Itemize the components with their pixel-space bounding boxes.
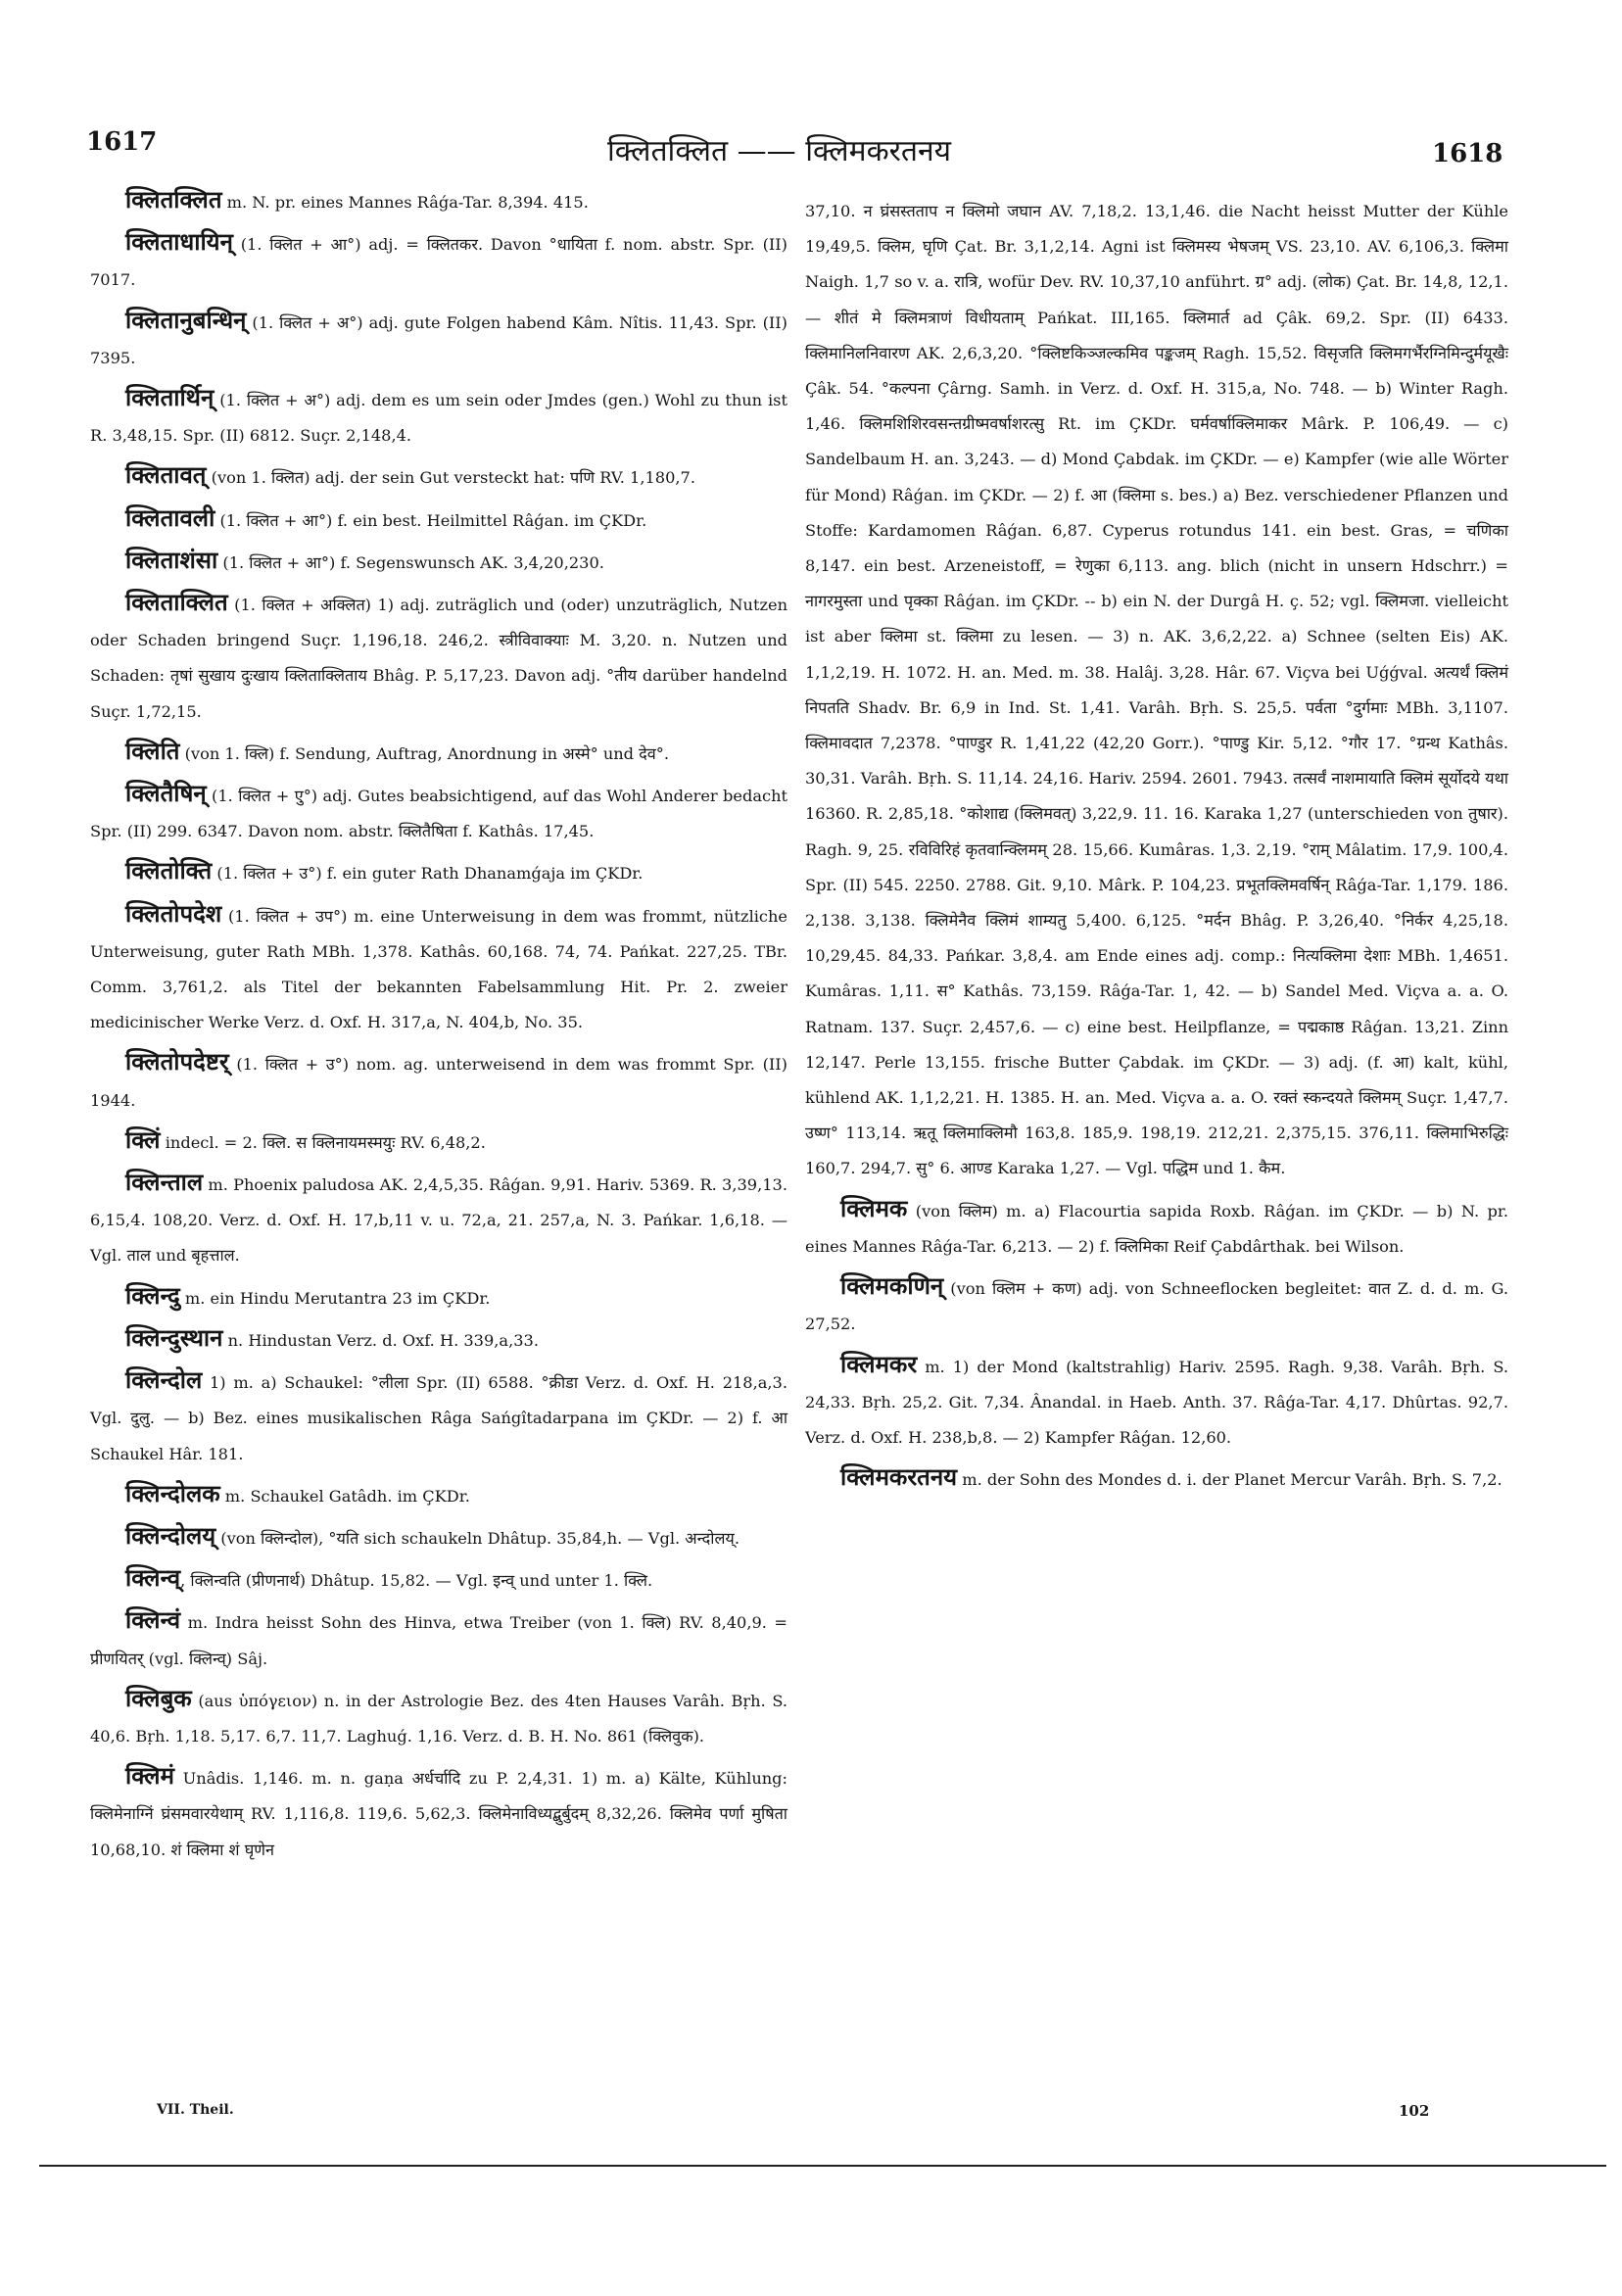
entry-text: , क्लिन्वति (प्रीणनार्थ) Dhâtup. 15,82. — Vgl. इन्व् und unter 1. क्लि. (180, 1571, 653, 1591)
entry-text: indecl. = 2. क्लि. स क्लिनायमस्मयुः RV. 6,48,2. (160, 1132, 486, 1152)
entry-text: (1. क्लित + उ°) f. ein guter Rath Dhanamǵaja im ÇKDr. (212, 864, 644, 884)
entry-headword: क्लिमकरतनय (840, 1463, 958, 1492)
entry-headword: क्लितक्लित (125, 186, 222, 214)
running-title: क्लितक्लित —— क्लिमकरतनय (607, 134, 952, 168)
dictionary-entry (90, 1278, 787, 1316)
entry-headword: क्लितोपदेश (125, 899, 222, 928)
entry-text: 1) m. a) Schaukel: °लीला Spr. (II) 6588. °क्रीडा Verz. d. Oxf. H. 218,a,3. Vgl. दुलु. — b) Bez. eines musikalischen Râga Sańgîtadarpana im ÇKDr. — 2) f. आ Schaukel Hâr. 181. (90, 1373, 787, 1463)
entry-headword: क्लिताधायिन् (125, 228, 233, 257)
entry-headword: क्लिताक्लित (125, 589, 228, 617)
entry-text: (1. क्लित + अ°) adj. gute Folgen habend Kâm. Nîtis. 11,43. Spr. (II) 7395. (90, 312, 787, 367)
dictionary-entry (90, 1518, 787, 1556)
dictionary-entry (90, 585, 787, 730)
dictionary-entry (90, 457, 787, 496)
dictionary-entry (90, 1681, 787, 1754)
sheet-number: 102 (1399, 2102, 1430, 2120)
entry-headword: क्लिताशंसा (125, 546, 218, 574)
dictionary-entry (90, 1320, 787, 1359)
dictionary-entry (90, 1363, 787, 1472)
dictionary-entry (90, 1165, 787, 1274)
entry-headword: क्लितोक्ति (125, 857, 213, 885)
dictionary-entry (90, 543, 787, 581)
volume-signature: VII. Theil. (157, 2102, 234, 2118)
dictionary-entry (805, 1459, 1508, 1498)
entry-text: (1. क्लित + एु°) adj. Gutes beabsichtigend, auf das Wohl Anderer bedacht Spr. (II) 299. 6347. Davon nom. abstr. क्लितैषिता f. Kathâs. 17,45. (90, 787, 787, 841)
entry-text: (von क्लिम + कण) adj. von Schneeflocken begleitet: वात Z. d. d. m. G. 27,52. (805, 1279, 1508, 1334)
dictionary-entry (90, 1476, 787, 1514)
entry-text: (1. क्लित + आ°) adj. = क्लितकर. Davon °धायिता f. nom. abstr. Spr. (II) 7017. (90, 235, 787, 290)
entry-headword: क्लितैषिन् (125, 780, 207, 808)
entry-headword: क्लितार्थिन् (125, 384, 215, 412)
entry-text: m. N. pr. eines Mannes Râǵa-Tar. 8,394. 415. (221, 193, 589, 212)
entry-text: (1. क्लित + अक्लित) 1) adj. zuträglich und (oder) unzuträglich, Nutzen oder Schaden bringend Suçr. 1,196,18. 246,2. स्त्रीविवाक्याः M. 3,20. n. Nutzen und Schaden: तृषां सुखाय दुःखाय क्लिताक्लिताय Bhâg. P. 5,17,23. Davon adj. °तीय darüber handelnd Suçr. 1,72,15. (90, 596, 787, 721)
entry-text: (1. क्लित + आ°) f. Segenswunsch AK. 3,4,20,230. (217, 552, 604, 572)
entry-headword: क्लिन्वं (125, 1606, 181, 1635)
entry-text: (von 1. क्लित) adj. der sein Gut versteckt hat: पणि RV. 1,180,7. (206, 468, 695, 488)
dictionary-entry (90, 853, 787, 891)
entry-text: (von क्लिन्दोल), °यति sich schaukeln Dhâtup. 35,84,h. — Vgl. अन्दोलय्. (215, 1528, 739, 1548)
dictionary-entry (90, 776, 787, 849)
dictionary-entry (90, 182, 787, 220)
dictionary-entry (90, 1044, 787, 1118)
entry-text: (aus ὑπόγειον) n. in der Astrologie Bez. des 4ten Hauses Varâh. Bṛh. S. 40,6. Bṛh. 1,18. 5,17. 6,7. 11,7. Laghuǵ. 1,16. Verz. d. B. H. No. 861 (क्लिवुक). (90, 1691, 787, 1746)
page-number-left: 1617 (86, 127, 158, 157)
entry-headword: क्लिबुक (125, 1684, 192, 1712)
entry-text: (von क्लिम) m. a) Flacourtia sapida Roxb. Râǵan. im ÇKDr. — b) N. pr. eines Mannes Râǵa-Tar. 6,213. — 2) f. क्लिमिका Reif Çabdârthak. bei Wilson. (805, 1201, 1508, 1256)
entry-headword: क्लिमकणिन् (840, 1272, 944, 1301)
entry-text: (1. क्लित + उप°) m. eine Unterweisung in dem was frommt, nützliche Unterweisung, guter Rath MBh. 1,378. Kathâs. 60,168. 74, 74. Pańkat. 227,25. TBr. Comm. 3,761,2. als Titel der bekannten Fabelsammlung Hit. Pr. 2. zweier medicinischer Werke Verz. d. Oxf. H. 317,a, N. 404,b, No. 35. (90, 906, 787, 1032)
entry-text: (1. क्लित + अ°) adj. dem es um sein oder Jmdes (gen.) Wohl zu thun ist R. 3,48,15. Spr. (II) 6812. Suçr. 2,148,4. (90, 391, 787, 446)
dictionary-entry (805, 1268, 1508, 1342)
entry-headword: क्लिति (125, 737, 180, 765)
entry-text: (von 1. क्लि) f. Sendung, Auftrag, Anordnung in अस्मे° und देव°. (179, 743, 670, 763)
dictionary-entry (90, 380, 787, 454)
entry-headword: क्लिन्व् (125, 1564, 181, 1593)
entry-headword: क्लितावत् (125, 461, 207, 490)
entry-text: m. der Sohn des Mondes d. i. der Planet Mercur Varâh. Bṛh. S. 7,2. (957, 1470, 1503, 1490)
dictionary-entry (805, 194, 1508, 1187)
entry-text: n. Hindustan Verz. d. Oxf. H. 339,a,33. (222, 1330, 539, 1350)
entry-text: m. Indra heisst Sohn des Hinva, etwa Treiber (von 1. क्लि) RV. 8,40,9. = प्रीणयितर् (vgl. क्लिन्व्) Sâj. (90, 1613, 787, 1668)
entry-headword: क्लितावली (125, 503, 215, 532)
entry-headword: क्लिन्दुस्थान (125, 1323, 223, 1352)
left-column (90, 182, 787, 1872)
entry-text: 37,10. न घ्रंसस्तताप न क्लिमो जघान AV. 7,18,2. 13,1,46. die Nacht heisst Mutter der Kühle 19,49,5. क्लिम, घृणि Çat. Br. 3,1,2,14. Agni ist क्लिमस्य भेषजम् VS. 23,10. AV. 6,106,3. क्लिमा Naigh. 1,7 so v. a. रात्रि, wofür Dev. RV. 10,37,10 anführt. ग्र° adj. (लोक) Çat. Br. 14,8, 12,1. — शीतं मे क्लिमत्राणं विधीयताम् Pańkat. III,165. क्लिमार्त ad Çâk. 69,2. Spr. (II) 6433. क्लिमानिलनिवारण AK. 2,6,3,20. °क्लिष्टकिञ्जल्कमिव पङ्कजम् Ragh. 15,52. विसृजति क्लिमगर्भैरग्निमिन्दुर्मयूखैः Çâk. 54. °कल्पना Çârng. Samh. in Verz. d. Oxf. H. 315,a, No. 748. — b) Winter Ragh. 1,46. क्लिमशिशिरवसन्तग्रीष्मवर्षाशरत्सु Rt. im ÇKDr. घर्मवर्षाक्लिमाकर Mârk. P. 106,49. — c) Sandelbaum H. an. 3,243. — d) Mond Çabdak. im ÇKDr. — e) Kampfer (wie alle Wörter für Mond) Râǵan. im ÇKDr. — 2) f. आ (क्लिमा s. bes.) a) Bez. verschiedener Pflanzen und Stoffe: Kardamomen Râǵan. 6,87. Cyperus rotundus 141. ein best. Gras, = चणिका 8,147. ein best. Arzeneistoff, = रेणुका 6,113. ang. blich (nicht in unsern Hdschrr.) = नागरमुस्ता und पृक्का Râǵan. im ÇKDr. -- b) ein N. der Durgâ H. ç. 52; vgl. क्लिमजा. vielleicht ist aber क्लिमा st. क्लिमा zu lesen. — 3) n. AK. 3,6,2,22. a) Schnee (selten Eis) AK. 1,1,2,19. H. 1072. H. an. Med. m. 38. Halâj. 3,28. Hâr. 67. Viçva bei Uǵǵval. अत्यर्थं क्लिमं निपतति Shadv. Br. 6,9 in Ind. St. 1,41. Varâh. Bṛh. S. 25,5. पर्वता °दुर्गमाः MBh. 3,1107. क्लिमावदात 7,2378. °पाण्डुर R. 1,41,22 (42,20 Gorr.). °पाण्डु Kir. 5,12. °गौर 17. °ग्रन्थ Kathâs. 30,31. Varâh. Bṛh. S. 11,14. 24,16. Hariv. 2594. 2601. 7943. तत्सर्वं नाशमायाति क्लिमं सूर्योदये यथा 16360. R. 2,85,18. °कोशाद्य (क्लिमवत्) 3,22,9. 11. 16. Karaka 1,27 (unterschieden von तुषार). Ragh. 9, 25. रविविरिहं कृतवान्क्लिमम् 28. 15,66. Kumâras. 1,3. 2,19. °राम् Mâlatim. 17,9. 100,4. Spr. (II) 545. 2250. 2788. Git. 9,10. Mârk. P. 104,23. प्रभूतक्लिमवर्षिन् Râǵa-Tar. 1,179. 186. 2,138. 3,138. क्लिमेनैव क्लिमं शाम्यतु 5,400. 6,125. °मर्दन Bhâg. P. 3,26,40. °निर्कर 4,25,18. 10,29,45. 84,33. Pańkar. 3,8,4. am Ende eines adj. comp.: नित्यक्लिमा देशाः MBh. 1,4651. Kumâras. 1,11. स° Kathâs. 73,159. Râǵa-Tar. 1, 42. — b) Sandel Med. Viçva a. a. O. Ratnam. 137. Suçr. 2,457,6. — c) eine best. Heilpflanze, = पद्मकाष्ठ Râǵan. 13,21. Zinn 12,147. Perle 13,155. frische Butter Çabdak. im ÇKDr. — 3) adj. (f. आ) kalt, kühl, kühlend AK. 1,1,2,21. H. 1385. H. an. Med. Viçva a. a. O. रक्तं स्कन्दयते क्लिमम् Suçr. 1,47,7. उष्ण° 113,14. ऋतू क्लिमाक्लिमौ 163,8. 185,9. 198,19. 212,21. 2,375,15. 376,11. क्लिमाभिरुद्धिः 160,7. 294,7. सु° 6. आण्ड Karaka 1,27. — Vgl. पद्धिम und 1. कैम. (805, 202, 1508, 1178)
dictionary-entry (90, 896, 787, 1041)
dictionary-entry (805, 1347, 1508, 1457)
dictionary-entry (90, 224, 787, 298)
right-column (805, 194, 1508, 1502)
entry-headword: क्लितोपदेष्टर् (125, 1048, 229, 1076)
entry-text: (1. क्लित + उ°) nom. ag. unterweisend in dem was frommt Spr. (II) 1944. (90, 1055, 787, 1110)
entry-headword: क्लितानुबन्धिन् (125, 306, 247, 334)
dictionary-entry (90, 303, 787, 376)
entry-text: Unâdis. 1,146. m. n. gaṇa अर्धर्चादि zu P. 2,4,31. 1) m. a) Kälte, Kühlung: क्लिमेनाग्निं घ्रंसमवारयेथाम् RV. 1,116,8. 119,6. 5,62,3. क्लिमेनाविध्यद्बुर्बुदम् 8,32,26. क्लिमेव पर्णा मुषिता 10,68,10. शं क्लिमा शं घृणेन (90, 1769, 787, 1859)
entry-headword: क्लिं (125, 1125, 161, 1154)
bottom-rule (39, 2165, 1606, 2167)
entry-headword: क्लिमकर (840, 1350, 918, 1378)
entry-text: (1. क्लित + आ°) f. ein best. Heilmittel Râǵan. im ÇKDr. (215, 510, 647, 530)
dictionary-entry (90, 501, 787, 539)
entry-headword: क्लिन्दोल (125, 1366, 203, 1395)
entry-text: m. 1) der Mond (kaltstrahlig) Hariv. 2595. Ragh. 9,38. Varâh. Bṛh. S. 24,33. Bṛh. 25,2. Git. 7,34. Ânandal. in Haeb. Anth. 37. Râǵa-Tar. 4,17. Dhûrtas. 92,7. Verz. d. Oxf. H. 238,b,8. — 2) Kampfer Râǵan. 12,60. (805, 1357, 1508, 1447)
entry-headword: क्लिमं (125, 1762, 174, 1791)
page-number-right: 1618 (1432, 139, 1503, 168)
entry-headword: क्लिन्दोलय् (125, 1521, 216, 1550)
dictionary-entry (90, 734, 787, 772)
entry-text: m. Schaukel Gatâdh. im ÇKDr. (219, 1486, 470, 1506)
entry-headword: क्लिन्दु (125, 1281, 180, 1310)
entry-headword: क्लिन्दोलक (125, 1479, 220, 1507)
entry-headword: क्लिन्ताल (125, 1169, 204, 1197)
dictionary-entry (90, 1602, 787, 1676)
dictionary-entry (90, 1123, 787, 1161)
dictionary-entry (90, 1560, 787, 1599)
dictionary-entry (805, 1191, 1508, 1265)
dictionary-entry (90, 1758, 787, 1868)
entry-text: m. Phoenix paludosa AK. 2,4,5,35. Râǵan. 9,91. Hariv. 5369. R. 3,39,13. 6,15,4. 108,20. Verz. d. Oxf. H. 17,b,11 v. u. 72,a, 21. 257,a, N. 3. Pańkar. 1,6,18. — Vgl. ताल und बृहत्ताल. (90, 1175, 787, 1266)
entry-text: m. ein Hindu Merutantra 23 im ÇKDr. (179, 1288, 491, 1308)
entry-headword: क्लिमक (840, 1194, 908, 1222)
